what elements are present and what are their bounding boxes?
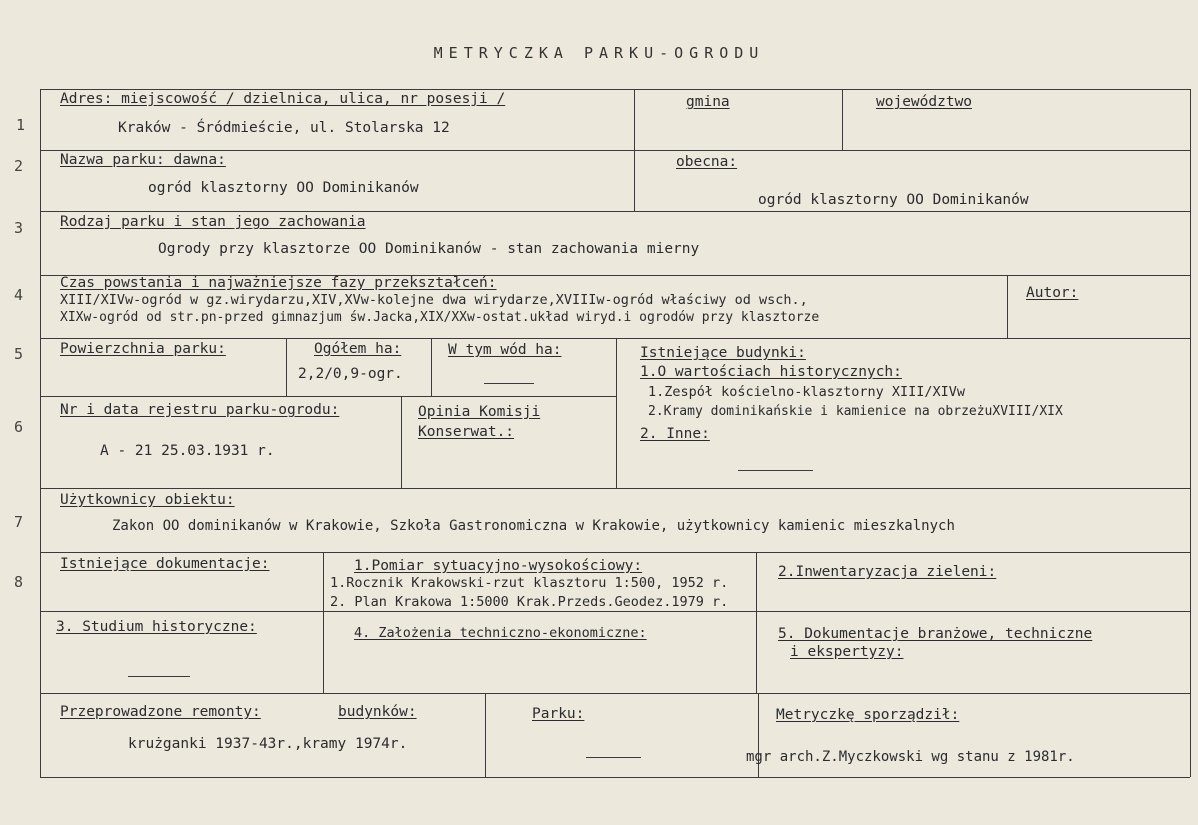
grid-line	[431, 338, 432, 396]
opinion-label-1: Opinia Komisji	[418, 404, 541, 420]
empty-field-dash	[128, 676, 190, 677]
grid-line	[40, 488, 1190, 489]
grid-line	[40, 777, 1190, 778]
industry-label-1: 5. Dokumentacje branżowe, techniczne	[778, 626, 1093, 642]
grid-line	[1007, 275, 1008, 338]
author-label: Autor:	[1026, 285, 1079, 301]
grid-line	[40, 611, 1190, 612]
row-number-6: 6	[14, 418, 24, 436]
prepared-by-label: Metryczkę sporządził:	[776, 707, 960, 723]
grid-line	[485, 693, 486, 777]
buildings-other-label: 2. Inne:	[640, 426, 710, 442]
history-line-2: XIXw-ogród od str.pn-przed gimnazjum św.Jacka,XIX/XXw-ostat.układ wiryd.i ogrodów przy klasztorze	[60, 310, 820, 325]
area-total-label: Ogółem ha:	[314, 341, 402, 357]
grid-line	[40, 552, 1190, 553]
park-type-label: Rodzaj parku i stan jego zachowania	[60, 214, 366, 230]
grid-line	[634, 89, 635, 211]
grid-line	[756, 552, 757, 693]
empty-field-dash	[738, 470, 813, 471]
buildings-item-1: 1.Zespół kościelno-klasztorny XIII/XIVw	[648, 384, 965, 400]
grid-line	[40, 89, 41, 777]
grid-line	[1190, 89, 1191, 777]
grid-line	[40, 396, 616, 397]
repairs-label: Przeprowadzone remonty:	[60, 704, 261, 720]
empty-field-dash	[586, 757, 641, 758]
grid-line	[401, 396, 402, 488]
row-number-5: 5	[14, 345, 24, 363]
buildings-historic-label: 1.O wartościach historycznych:	[640, 364, 902, 380]
buildings-label: Istniejące budynki:	[640, 345, 806, 361]
opinion-label-2: Konserwat.:	[418, 424, 515, 440]
survey-label: 1.Pomiar sytuacyjno-wysokościowy:	[354, 558, 643, 574]
documentation-label: Istniejące dokumentacje:	[60, 556, 270, 572]
gmina-label: gmina	[686, 94, 730, 110]
history-line-1: XIII/XIVw-ogród w gz.wirydarzu,XIV,XVw-kolejne dwa wirydarze,XVIIIw-ogród właściwy od wsch.,	[60, 292, 808, 308]
prepared-by-value: mgr arch.Z.Myczkowski wg stanu z 1981r.	[746, 749, 1075, 765]
grid-line	[40, 211, 1190, 212]
register-label: Nr i data rejestru parku-ogrodu:	[60, 402, 340, 418]
historical-study-label: 3. Studium historyczne:	[56, 619, 257, 635]
park-name-former-value: ogród klasztorny OO Dominikanów	[148, 180, 419, 196]
buildings-item-2: 2.Kramy dominikańskie i kamienice na obrzeżuXVIII/XIX	[648, 404, 1063, 419]
area-label: Powierzchnia parku:	[60, 341, 226, 357]
repairs-park-label: Parku:	[532, 706, 585, 722]
survey-item-1: 1.Rocznik Krakowski-rzut klasztoru 1:500, 1952 r.	[330, 575, 729, 591]
users-value: Zakon OO dominikanów w Krakowie, Szkoła Gastronomiczna w Krakowie, użytkownicy kamienic mieszkalnych	[112, 518, 955, 534]
grid-line	[842, 89, 843, 150]
grid-line	[323, 552, 324, 693]
grid-line	[40, 89, 1190, 90]
row-number-4: 4	[14, 286, 24, 304]
park-name-current-value: ogród klasztorny OO Dominikanów	[758, 192, 1029, 208]
survey-item-2: 2. Plan Krakowa 1:5000 Krak.Przeds.Geodez.1979 r.	[330, 594, 729, 610]
repairs-buildings-value: krużganki 1937-43r.,kramy 1974r.	[128, 736, 408, 752]
address-label: Adres: miejscowość / dzielnica, ulica, nr posesji /	[60, 91, 506, 107]
row-number-3: 3	[14, 219, 24, 237]
grid-line	[286, 338, 287, 396]
grid-line	[40, 150, 1190, 151]
area-total-value: 2,2/0,9-ogr.	[298, 366, 403, 382]
park-name-former-label: Nazwa parku: dawna:	[60, 152, 226, 168]
greenery-label: 2.Inwentaryzacja zieleni:	[778, 564, 997, 580]
empty-field-dash	[484, 383, 534, 384]
users-label: Użytkownicy obiektu:	[60, 492, 235, 508]
park-name-current-label: obecna:	[676, 154, 738, 170]
row-number-7: 7	[14, 513, 24, 531]
wojewodztwo-label: województwo	[876, 94, 973, 110]
row-number-1: 1	[16, 116, 26, 134]
area-water-label: W tym wód ha:	[448, 342, 562, 358]
repairs-buildings-label: budynków:	[338, 704, 417, 720]
address-value: Kraków - Śródmieście, ul. Stolarska 12	[118, 120, 450, 136]
technical-label: 4. Założenia techniczno-ekonomiczne:	[354, 625, 647, 641]
industry-label-2: i ekspertyzy:	[790, 644, 904, 660]
grid-line	[616, 338, 617, 488]
park-type-value: Ogrody przy klasztorze OO Dominikanów - stan zachowania mierny	[158, 241, 700, 257]
page-title: METRYCZKA PARKU-OGRODU	[433, 44, 765, 62]
history-label: Czas powstania i najważniejsze fazy przekształceń:	[60, 275, 497, 291]
grid-line	[40, 338, 1190, 339]
grid-line	[40, 693, 1190, 694]
row-number-8: 8	[14, 573, 24, 591]
register-value: A - 21 25.03.1931 r.	[100, 443, 275, 459]
row-number-2: 2	[14, 157, 24, 175]
